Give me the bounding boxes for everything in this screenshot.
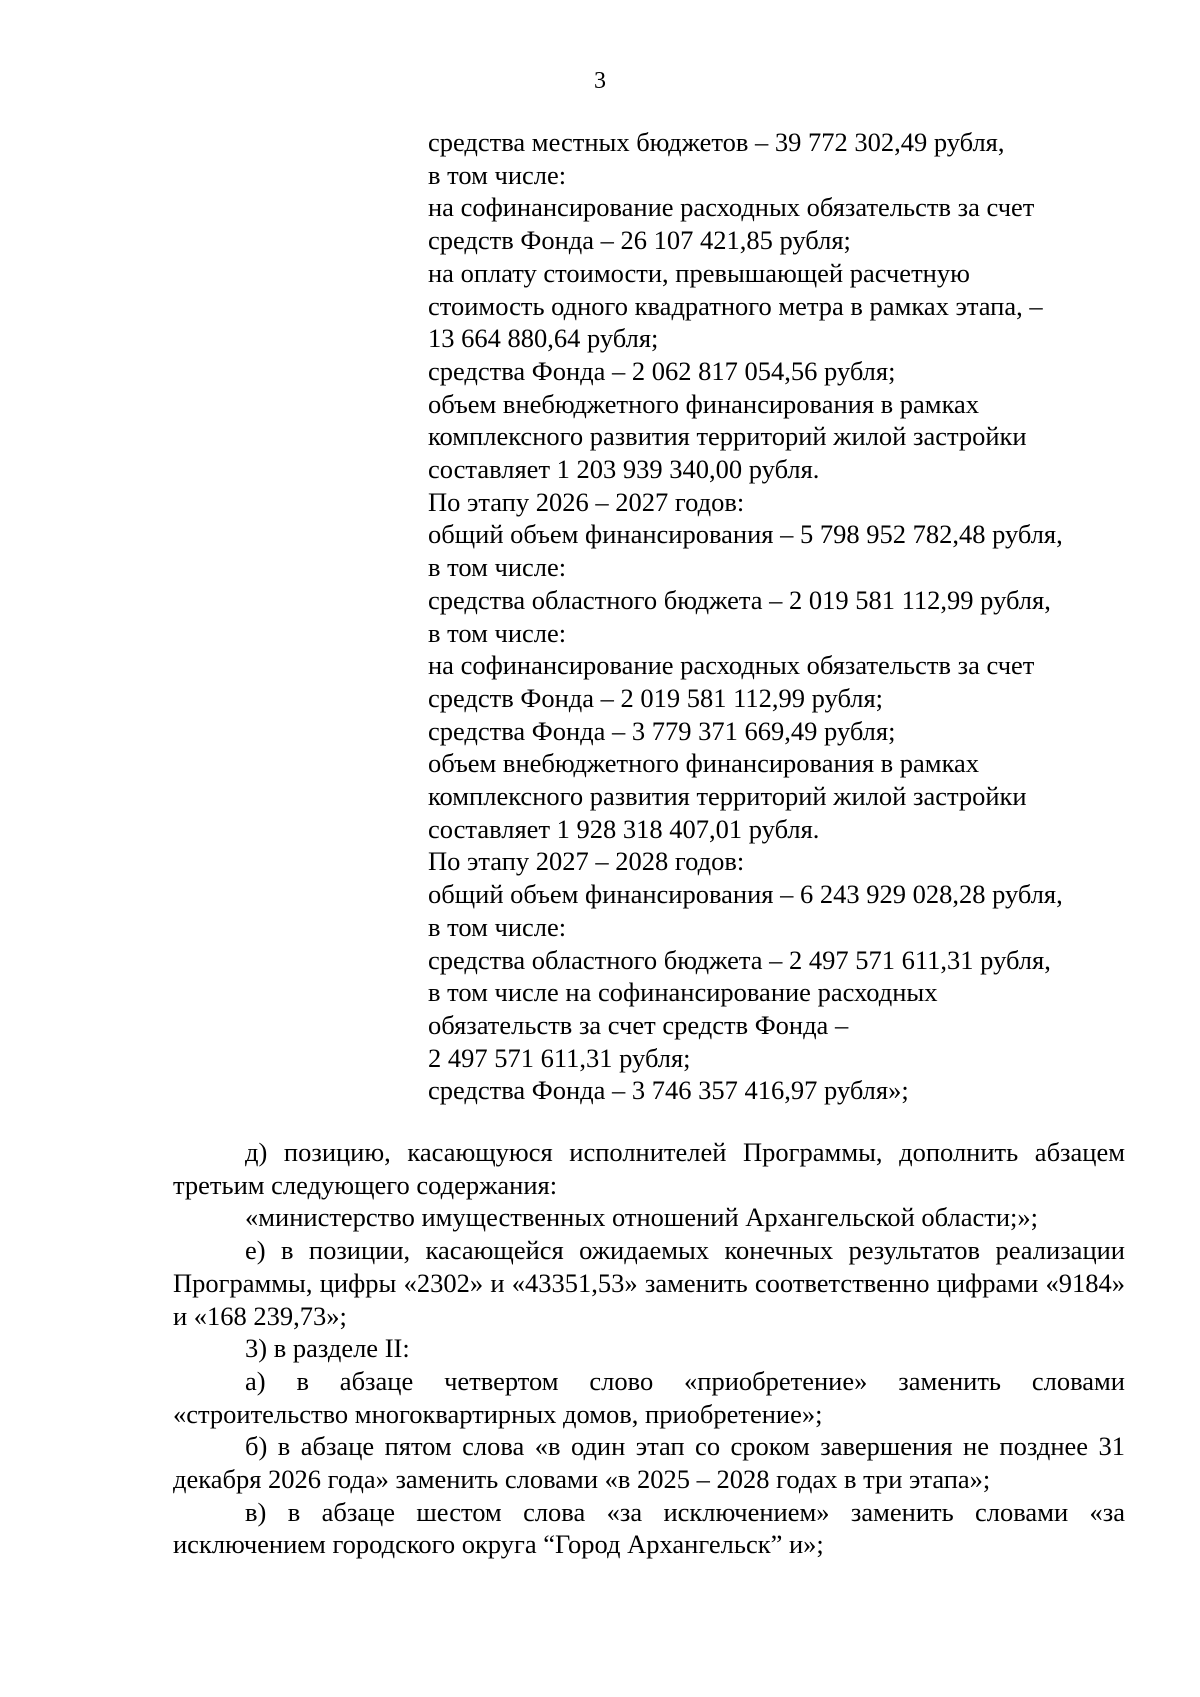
amendment-item-3v: в) в абзаце шестом слова «за исключением» заменить словами «за исключением городского округа “Город Архангельск” и»;: [173, 1496, 1125, 1560]
financing-line: комплексного развития территорий жилой застройки: [428, 421, 1027, 452]
financing-line: обязательств за счет средств Фонда –: [428, 1009, 849, 1040]
financing-line: в том числе:: [428, 159, 567, 190]
amendments-block: [173, 1136, 1125, 1561]
financing-line: общий объем финансирования – 5 798 952 782,48 рубля,: [428, 519, 1063, 550]
financing-block: [428, 126, 1128, 1107]
amendment-item-3a: а) в абзаце четвертом слово «приобретение» заменить словами «строительство многоквартирных домов, приобретение»;: [173, 1365, 1125, 1429]
financing-line: в том числе на софинансирование расходных: [428, 977, 938, 1008]
amendment-item-d-quote: «министерство имущественных отношений Архангельской области;»;: [245, 1202, 1038, 1233]
financing-line: в том числе:: [428, 552, 567, 583]
amendment-item-3b: б) в абзаце пятом слова «в один этап со сроком завершения не позднее 31 декабря 2026 года» заменить словами «в 2025 – 2028 годах в три этапа»;: [173, 1431, 1125, 1495]
financing-line: средства Фонда – 3 779 371 669,49 рубля;: [428, 715, 896, 746]
financing-line: составляет 1 203 939 340,00 рубля.: [428, 454, 820, 485]
financing-line: на софинансирование расходных обязательств за счет: [428, 192, 1035, 223]
financing-line: средства Фонда – 3 746 357 416,97 рубля»;: [428, 1075, 909, 1106]
page-number: 3: [594, 68, 606, 94]
amendment-item-3: 3) в разделе II:: [245, 1333, 410, 1364]
financing-line: в том числе:: [428, 911, 567, 942]
financing-line: средств Фонда – 2 019 581 112,99 рубля;: [428, 682, 884, 713]
financing-line: общий объем финансирования – 6 243 929 028,28 рубля,: [428, 879, 1063, 910]
financing-line: в том числе:: [428, 617, 567, 648]
financing-line: средства областного бюджета – 2 497 571 611,31 рубля,: [428, 944, 1051, 975]
financing-line: объем внебюджетного финансирования в рамках: [428, 388, 980, 419]
financing-line: средств Фонда – 26 107 421,85 рубля;: [428, 225, 851, 256]
financing-line: средства Фонда – 2 062 817 054,56 рубля;: [428, 355, 896, 386]
financing-line: стоимость одного квадратного метра в рамках этапа, –: [428, 290, 1043, 321]
financing-line: средства областного бюджета – 2 019 581 112,99 рубля,: [428, 584, 1051, 615]
financing-line: на оплату стоимости, превышающей расчетную: [428, 257, 970, 288]
financing-line: составляет 1 928 318 407,01 рубля.: [428, 813, 820, 844]
financing-line: объем внебюджетного финансирования в рамках: [428, 748, 980, 779]
financing-line: на софинансирование расходных обязательств за счет: [428, 650, 1035, 681]
financing-line: средства местных бюджетов – 39 772 302,49 рубля,: [428, 127, 1005, 157]
amendment-item-e: е) в позиции, касающейся ожидаемых конечных результатов реализации Программы, цифры «2302» и «43351,53» заменить соответственно цифрами «9184» и «168 239,73»;: [173, 1235, 1125, 1331]
financing-line: 2 497 571 611,31 рубля;: [428, 1042, 691, 1073]
financing-line: По этапу 2027 – 2028 годов:: [428, 846, 745, 877]
amendment-item-d: д) позицию, касающуюся исполнителей Программы, дополнить абзацем третьим следующего содержания:: [173, 1137, 1125, 1200]
financing-line: По этапу 2026 – 2027 годов:: [428, 486, 745, 517]
financing-line: комплексного развития территорий жилой застройки: [428, 781, 1027, 812]
financing-line: 13 664 880,64 рубля;: [428, 323, 659, 354]
